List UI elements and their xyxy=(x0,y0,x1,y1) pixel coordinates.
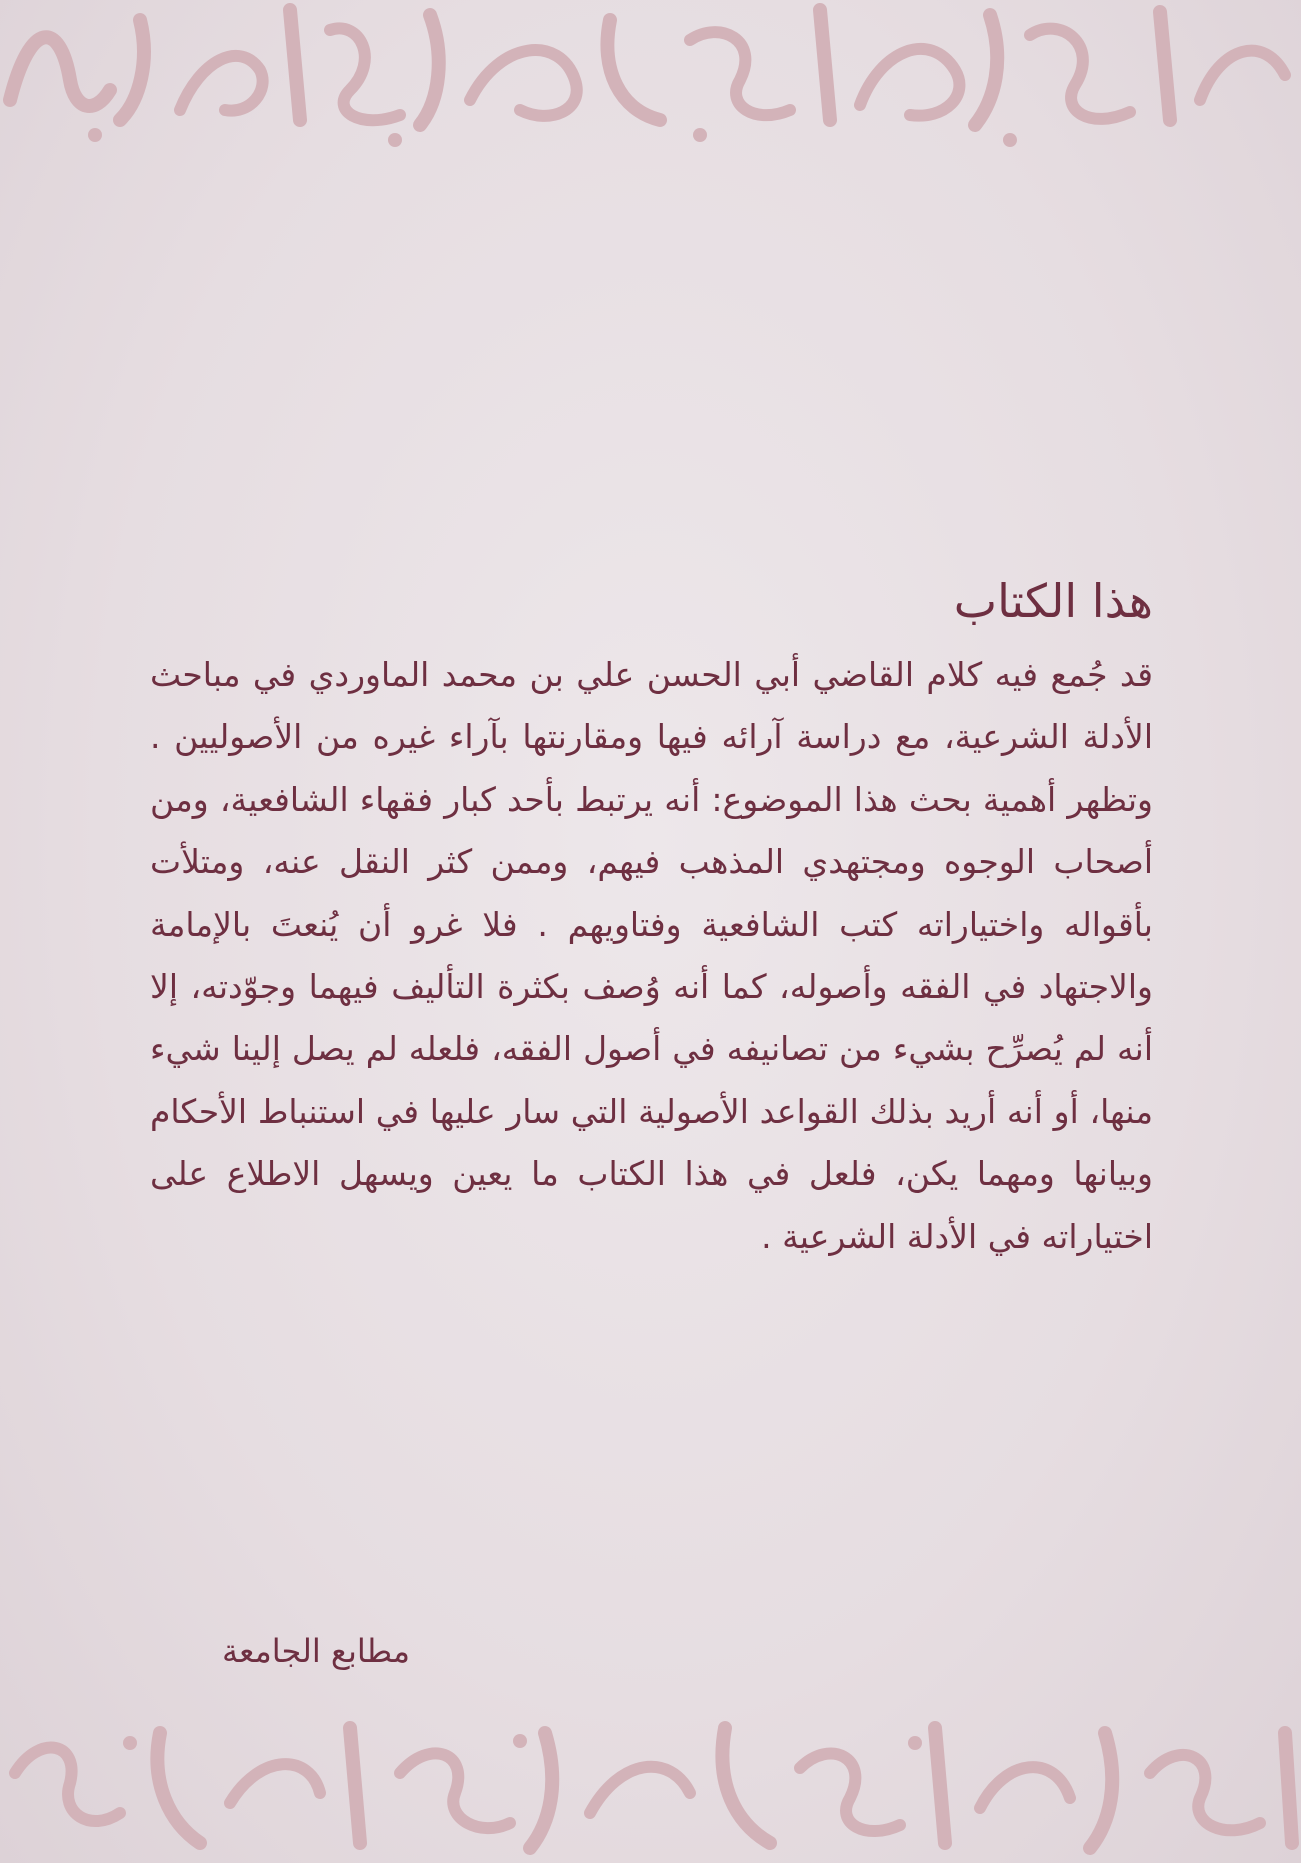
section-title: هذا الكتاب xyxy=(953,574,1153,628)
publisher-name: مطابع الجامعة xyxy=(221,1632,410,1670)
top-calligraphy-ornament xyxy=(0,0,1301,150)
bottom-calligraphy-ornament xyxy=(0,1713,1301,1863)
book-description: قد جُمع فيه كلام القاضي أبي الحسن علي بن محمد الماوردي في مباحث الأدلة الشرعية، مع دراسة آرائه فيها ومقارنتها بآراء غيره من الأصوليين . وتظهر أهمية بحث هذا الموضوع: أنه يرتبط بأحد كبار فقهاء الشافعية، ومن أصحاب الوجوه ومجتهدي المذهب فيهم، وممن كثر النقل عنه، ومتلأت بأقواله واختياراته كتب الشافعية وفتاويهم . فلا غرو أن يُنعتَ بالإمامة والاجتهاد في الفقه وأصوله، كما أنه وُصف بكثرة التأليف فيهما وجوّدته، إلا أنه لم يُصرِّح بشيء من تصانيفه في أصول الفقه، فلعله لم يصل إلينا شيء منها، أو أنه أريد بذلك القواعد الأصولية التي سار عليها في استنباط الأحكام وبيانها ومهما يكن، فلعل في هذا الكتاب ما يعين ويسهل الاطلاع على اختياراته في الأدلة الشرعية . xyxy=(150,655,1153,1256)
back-cover-text-block xyxy=(150,568,1153,1268)
